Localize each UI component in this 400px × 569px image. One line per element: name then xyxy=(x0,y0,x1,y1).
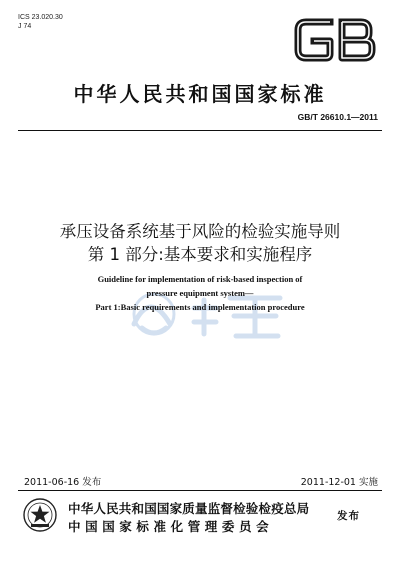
publish-label: 发布 xyxy=(337,510,360,522)
bottom-divider xyxy=(18,490,382,491)
chinese-title-line-2: 第 1 部分:基本要求和实施程序 xyxy=(87,245,313,264)
implementation-date: 2011-12-01 实施 xyxy=(300,477,378,488)
ics-code: ICS 23.020.30 xyxy=(18,14,63,21)
issuer-line-1: 中华人民共和国国家质量监督检验检疫总局 xyxy=(68,501,310,516)
seal-icon xyxy=(22,497,58,533)
english-title-line-3: Part 1:Basic requirements and implementation procedure xyxy=(95,302,305,312)
issue-date: 2011-06-16 发布 xyxy=(24,477,102,488)
english-title-line-1: Guideline for implementation of risk-based inspection of xyxy=(97,274,303,284)
ccs-code: J 74 xyxy=(18,23,32,30)
english-title-line-2: pressure equipment system— xyxy=(146,288,254,298)
top-divider xyxy=(18,130,382,131)
national-standard-title: 中华人民共和国国家标准 xyxy=(73,82,327,106)
gb-logo-icon xyxy=(292,14,378,66)
chinese-title-line-1: 承压设备系统基于风险的检验实施导则 xyxy=(59,222,341,241)
issuer-line-2: 中国国家标准化管理委员会 xyxy=(68,519,274,534)
standard-number: GB/T 26610.1—2011 xyxy=(297,112,378,122)
